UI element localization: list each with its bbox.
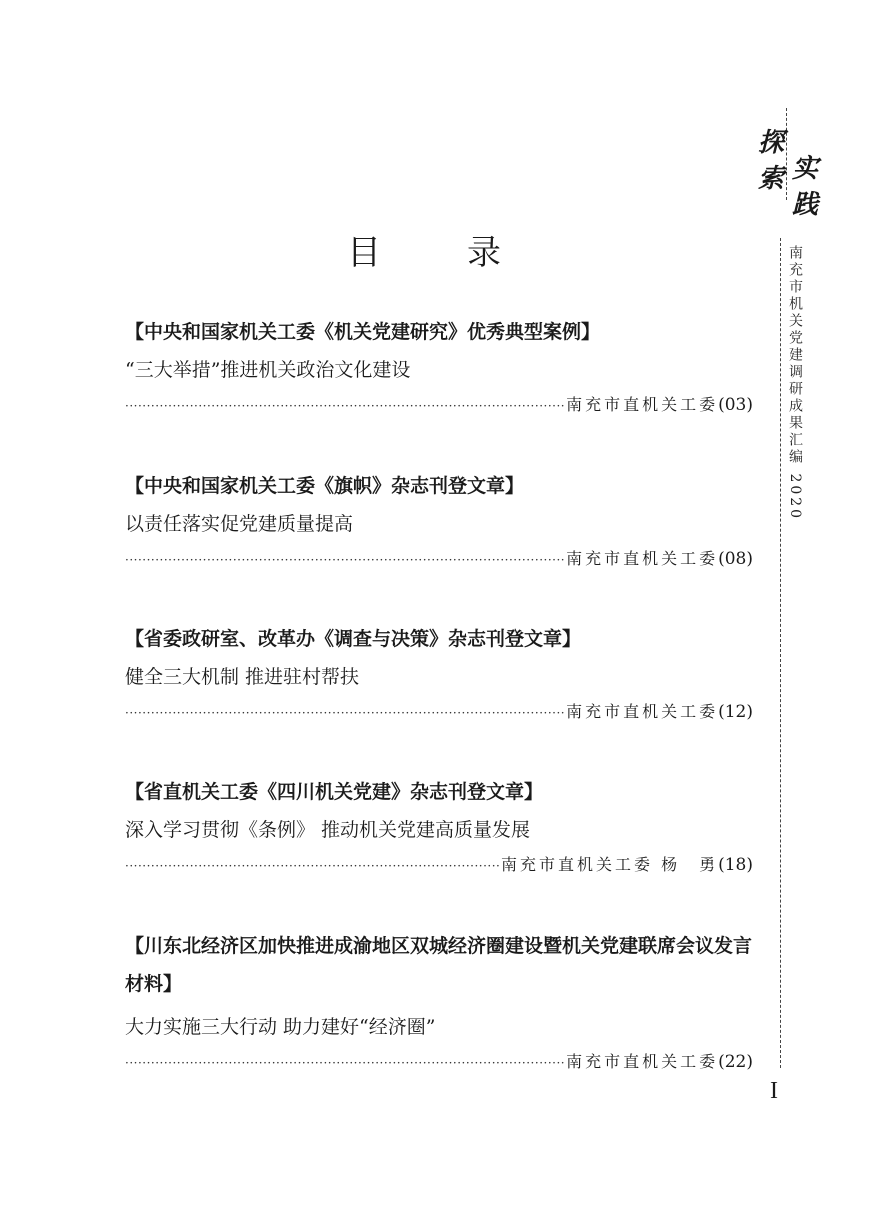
margin-rule: [780, 238, 781, 1068]
article-title[interactable]: “三大举措”推进机关政治文化建设: [125, 359, 411, 381]
article-title[interactable]: 大力实施三大行动 助力建好“经济圈”: [125, 1016, 436, 1038]
brand-char: 践: [792, 190, 819, 220]
dot-leader: [125, 553, 564, 567]
dot-leader: [125, 859, 499, 873]
byline: [125, 546, 753, 569]
toc-entry[interactable]: [125, 778, 753, 875]
article-title[interactable]: 深入学习贯彻《条例》 推动机关党建高质量发展: [125, 819, 531, 841]
article-title[interactable]: 健全三大机制 推进驻村帮扶: [125, 666, 360, 688]
author: 南充市直机关工委: [566, 702, 719, 721]
brand-calligraphy: [758, 122, 828, 232]
author: 南充市直机关工委 杨 勇: [500, 855, 719, 874]
section-heading: 【省直机关工委《四川机关党建》杂志刊登文章】: [125, 781, 544, 803]
section-heading: 【川东北经济区加快推进成渝地区双城经济圈建设暨机关党建联席会议发言材料】: [125, 935, 753, 995]
byline: [125, 699, 753, 722]
article-title[interactable]: 以责任落实促党建质量提高: [125, 513, 354, 535]
brand-char: 探: [758, 128, 785, 158]
dot-leader: [125, 399, 564, 413]
toc-entry[interactable]: [125, 472, 753, 569]
section-heading: 【中央和国家机关工委《旗帜》杂志刊登文章】: [125, 475, 525, 497]
page-number: ( 08 ): [718, 549, 753, 569]
author: 南充市直机关工委: [566, 1052, 719, 1071]
folio-number: I: [770, 1078, 778, 1104]
byline: [125, 392, 753, 415]
toc-entry[interactable]: [125, 927, 753, 1072]
dot-leader: [125, 1056, 564, 1070]
page-number: ( 12 ): [718, 702, 753, 722]
toc-title: 目 录: [347, 233, 527, 273]
page-number: ( 18 ): [718, 855, 753, 875]
page-number: ( 03 ): [718, 395, 753, 415]
author: 南充市直机关工委: [566, 549, 719, 568]
series-title: 南充市机关党建调研成果汇编 2020: [787, 245, 803, 522]
toc-entry[interactable]: [125, 318, 753, 415]
byline: [125, 852, 753, 875]
section-heading: 【中央和国家机关工委《机关党建研究》优秀典型案例】: [125, 321, 601, 343]
brand-char: 索: [758, 164, 785, 194]
byline: [125, 1049, 753, 1072]
section-heading: 【省委政研室、改革办《调查与决策》杂志刊登文章】: [125, 628, 582, 650]
page-number: ( 22 ): [718, 1052, 753, 1072]
toc-entry[interactable]: [125, 625, 753, 722]
author: 南充市直机关工委: [566, 395, 719, 414]
dot-leader: [125, 706, 564, 720]
brand-char: 实: [792, 154, 819, 184]
